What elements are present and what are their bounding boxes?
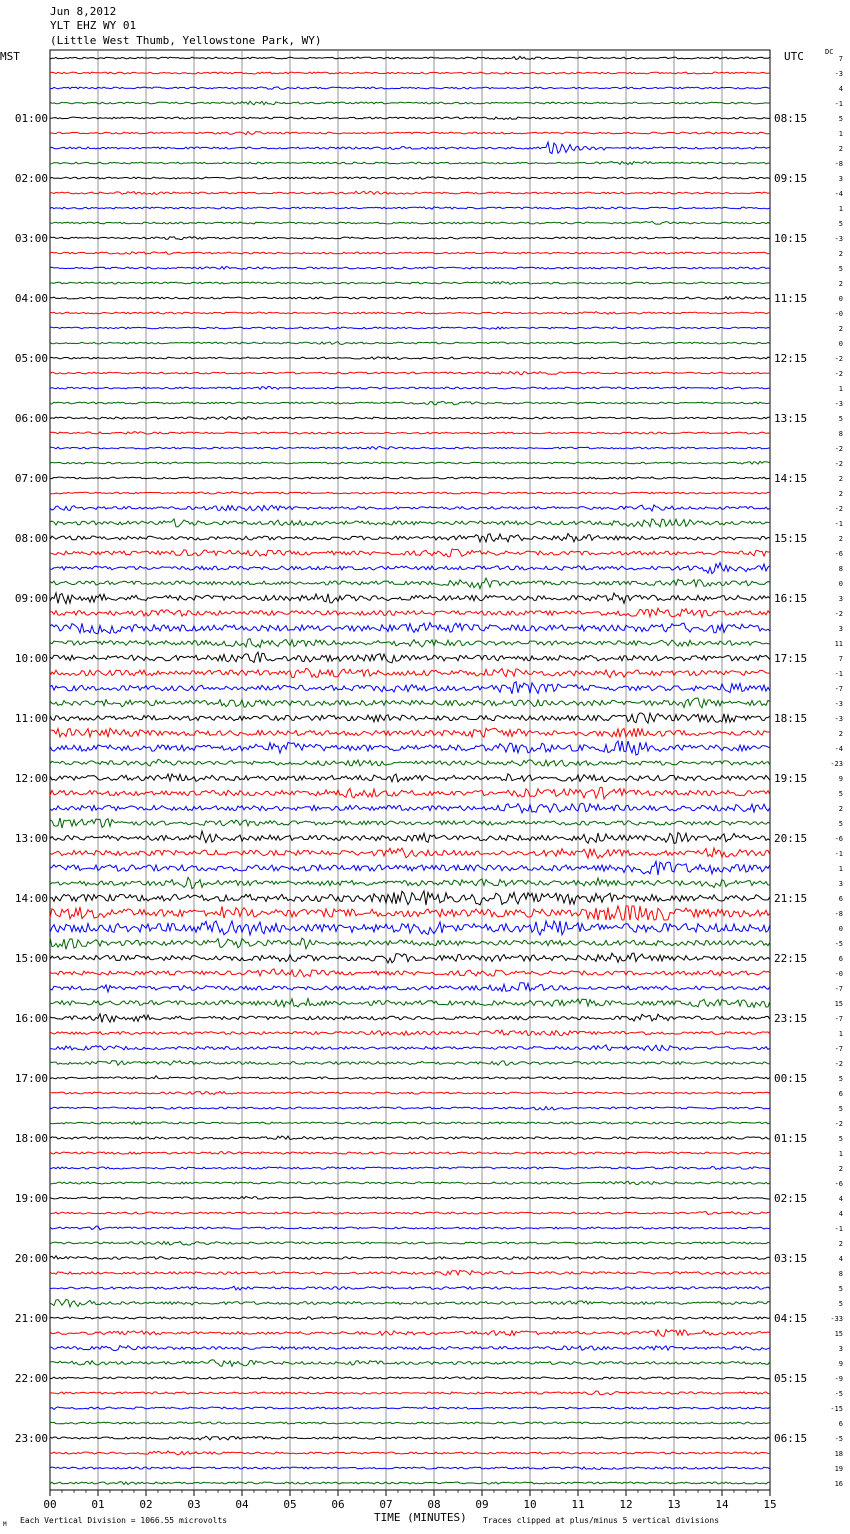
left-timezone-label: MST: [0, 50, 20, 63]
trace-row: [50, 983, 770, 992]
trace-row: [50, 1136, 770, 1140]
dc-offset-value: 11: [834, 640, 843, 648]
dc-offset-value: 2: [838, 250, 843, 258]
trace-row: [50, 1014, 770, 1023]
x-tick-label: 05: [283, 1498, 297, 1511]
trace-row: [50, 728, 770, 737]
trace-row: [50, 282, 770, 285]
dc-offset-value: -8: [834, 160, 843, 168]
mst-hour-label: 22:00: [14, 1372, 48, 1385]
mst-hour-label: 15:00: [14, 952, 48, 965]
dc-offset-value: -0: [834, 970, 843, 978]
trace-row: [50, 312, 770, 315]
dc-offset-value: -7: [834, 685, 843, 693]
trace-row: [50, 101, 770, 105]
trace-row: [50, 191, 770, 194]
trace-row: [50, 787, 770, 799]
mst-hour-label: 05:00: [14, 352, 48, 365]
trace-row: [50, 774, 770, 782]
dc-offset-value: 5: [838, 415, 843, 423]
trace-row: [50, 831, 770, 843]
dc-offset-value: 6: [838, 1420, 843, 1428]
trace-row: [50, 1076, 770, 1079]
trace-row: [50, 1360, 770, 1367]
trace-row: [50, 1436, 770, 1440]
trace-row: [50, 252, 770, 255]
dc-offset-value: -5: [834, 1390, 843, 1398]
mst-hour-label: 01:00: [14, 112, 48, 125]
dc-offset-value: 1: [838, 1030, 843, 1038]
trace-row: [50, 563, 770, 574]
trace-row: [50, 1152, 770, 1155]
dc-offset-value: 3: [838, 1345, 843, 1353]
trace-row: [50, 401, 770, 404]
dc-offset-value: -5: [834, 940, 843, 948]
dc-offset-value: 2: [838, 490, 843, 498]
utc-hour-label: 21:15: [774, 892, 808, 905]
mst-hour-label: 08:00: [14, 532, 48, 545]
dc-offset-value: 3: [838, 595, 843, 603]
trace-row: [50, 1181, 770, 1184]
scale-note: Each Vertical Division = 1066.55 microvolts: [20, 1516, 228, 1525]
trace-row: [50, 461, 770, 464]
mst-hour-label: 02:00: [14, 172, 48, 185]
trace-row: [50, 1286, 770, 1290]
dc-offset-value: -3: [834, 715, 843, 723]
dc-offset-value: 6: [838, 1090, 843, 1098]
dc-offset-value: 1: [838, 205, 843, 213]
mst-hour-label: 21:00: [14, 1312, 48, 1325]
mst-hour-label: 09:00: [14, 592, 48, 605]
trace-row: [50, 1407, 770, 1410]
trace-row: [50, 623, 770, 634]
trace-row: [50, 237, 770, 240]
dc-offset-value: 18: [834, 1450, 843, 1458]
dc-offset-value: 2: [838, 805, 843, 813]
trace-row: [50, 342, 770, 345]
dc-offset-value: 5: [838, 1105, 843, 1113]
trace-row: [50, 578, 770, 589]
dc-offset-value: 3: [838, 175, 843, 183]
trace-row: [50, 1212, 770, 1215]
trace-row: [50, 387, 770, 390]
dc-offset-value: -15: [830, 1405, 843, 1413]
x-tick-label: 11: [571, 1498, 585, 1511]
utc-hour-label: 04:15: [774, 1312, 808, 1325]
dc-offset-value: -9: [834, 1375, 843, 1383]
trace-row: [50, 1346, 770, 1351]
trace-row: [50, 1226, 770, 1230]
dc-offset-value: 9: [838, 1360, 843, 1368]
dc-offset-value: -3: [834, 400, 843, 408]
dc-offset-value: 2: [838, 145, 843, 153]
trace-row: [50, 1241, 770, 1245]
trace-row: [50, 519, 770, 527]
utc-hour-label: 09:15: [774, 172, 808, 185]
utc-hour-label: 08:15: [774, 112, 808, 125]
dc-offset-value: -4: [834, 190, 843, 198]
dc-offset-value: 4: [838, 1210, 843, 1218]
trace-row: [50, 713, 770, 723]
trace-row: [50, 803, 770, 813]
trace-row: [50, 297, 770, 300]
dc-offset-value: 5: [838, 115, 843, 123]
dc-offset-value: 5: [838, 265, 843, 273]
trace-row: [50, 1330, 770, 1337]
dc-offset-value: -7: [834, 985, 843, 993]
trace-row: [50, 1377, 770, 1380]
mst-hour-label: 19:00: [14, 1192, 48, 1205]
mst-hour-label: 23:00: [14, 1432, 48, 1445]
x-tick-label: 03: [187, 1498, 201, 1511]
utc-hour-label: 16:15: [774, 592, 808, 605]
trace-row: [50, 1167, 770, 1170]
trace-row: [50, 56, 770, 59]
dc-offset-value: -2: [834, 445, 843, 453]
dc-offset-value: 0: [838, 580, 843, 588]
dc-offset-value: -4: [834, 745, 843, 753]
utc-hour-label: 15:15: [774, 532, 808, 545]
mst-hour-label: 16:00: [14, 1012, 48, 1025]
trace-row: [50, 372, 770, 375]
dc-offset-value: -8: [834, 910, 843, 918]
dc-offset-value: -23: [830, 760, 843, 768]
utc-hour-label: 10:15: [774, 232, 808, 245]
plot-frame: [50, 50, 770, 1490]
dc-offset-value: 2: [838, 475, 843, 483]
dc-offset-value: 0: [838, 925, 843, 933]
trace-row: [50, 891, 770, 905]
trace-row: [50, 848, 770, 858]
trace-row: [50, 969, 770, 977]
utc-hour-label: 22:15: [774, 952, 808, 965]
trace-row: [50, 921, 770, 935]
trace-row: [50, 1482, 770, 1485]
dc-offset-value: 2: [838, 325, 843, 333]
utc-hour-label: 05:15: [774, 1372, 808, 1385]
trace-row: [50, 327, 770, 329]
dc-offset-value: -1: [834, 100, 843, 108]
dc-offset-value: -3: [834, 700, 843, 708]
dc-offset-value: 8: [838, 565, 843, 573]
dc-offset-value: 5: [838, 1300, 843, 1308]
utc-hour-label: 01:15: [774, 1132, 808, 1145]
x-tick-label: 14: [715, 1498, 729, 1511]
trace-row: [50, 477, 770, 479]
utc-hour-label: 14:15: [774, 472, 808, 485]
dc-offset-value: 5: [838, 1135, 843, 1143]
dc-offset-value: 7: [838, 55, 843, 63]
dc-offset-value: -3: [834, 235, 843, 243]
dc-offset-value: 5: [838, 1075, 843, 1083]
mst-hour-label: 13:00: [14, 832, 48, 845]
dc-offset-value: -1: [834, 850, 843, 858]
dc-offset-value: 2: [838, 1240, 843, 1248]
trace-row: [50, 1045, 770, 1051]
dc-offset-value: 5: [838, 220, 843, 228]
utc-hour-label: 18:15: [774, 712, 808, 725]
utc-hour-label: 13:15: [774, 412, 808, 425]
dc-offset-value: 3: [838, 880, 843, 888]
x-tick-label: 06: [331, 1498, 345, 1511]
dc-offset-value: -1: [834, 1225, 843, 1233]
trace-row: [50, 818, 770, 828]
station-code: YLT EHZ WY 01: [50, 19, 137, 32]
trace-row: [50, 999, 770, 1008]
dc-offset-value: 9: [838, 775, 843, 783]
trace-row: [50, 668, 770, 677]
trace-row: [50, 1256, 770, 1260]
dc-offset-value: -5: [834, 1435, 843, 1443]
dc-offset-value: -6: [834, 835, 843, 843]
dc-offset-value: -2: [834, 460, 843, 468]
dc-offset-value: -1: [834, 520, 843, 528]
mst-hour-label: 10:00: [14, 652, 48, 665]
right-timezone-label: UTC: [784, 50, 804, 63]
dc-offset-value: -2: [834, 610, 843, 618]
station-location: (Little West Thumb, Yellowstone Park, WY): [50, 34, 322, 47]
trace-row: [50, 207, 770, 209]
trace-row: [50, 741, 770, 755]
trace-row: [50, 1196, 770, 1199]
x-tick-label: 04: [235, 1498, 249, 1511]
trace-row: [50, 1092, 770, 1095]
trace-row: [50, 608, 770, 617]
dc-offset-value: 2: [838, 1165, 843, 1173]
trace-row: [50, 1467, 770, 1470]
dc-offset-value: -33: [830, 1315, 843, 1323]
dc-offset-value: 2: [838, 730, 843, 738]
dc-offset-value: 8: [838, 1270, 843, 1278]
trace-row: [50, 549, 770, 557]
dc-offset-value: -2: [834, 1060, 843, 1068]
utc-hour-label: 00:15: [774, 1072, 808, 1085]
mst-hour-label: 04:00: [14, 292, 48, 305]
dc-offset-value: 4: [838, 85, 843, 93]
dc-offset-value: 16: [834, 1480, 843, 1488]
mst-hour-label: 11:00: [14, 712, 48, 725]
trace-row: [50, 698, 770, 708]
x-tick-label: 00: [43, 1498, 57, 1511]
logo-mark: M: [3, 1521, 7, 1528]
trace-row: [50, 432, 770, 434]
trace-row: [50, 877, 770, 888]
trace-row: [50, 1391, 770, 1395]
dc-offset-value: 15: [834, 1000, 843, 1008]
trace-row: [50, 593, 770, 604]
dc-offset-value: 1: [838, 865, 843, 873]
dc-offset-value: -6: [834, 550, 843, 558]
mst-hour-label: 07:00: [14, 472, 48, 485]
dc-offset-value: -3: [834, 70, 843, 78]
dc-offset-value: -2: [834, 1120, 843, 1128]
x-tick-label: 10: [523, 1498, 537, 1511]
dc-offset-value: 19: [834, 1465, 843, 1473]
dc-offset-value: -7: [834, 1045, 843, 1053]
dc-offset-value: 6: [838, 955, 843, 963]
dc-offset-value: 0: [838, 295, 843, 303]
trace-row: [50, 1030, 770, 1036]
mst-hour-label: 20:00: [14, 1252, 48, 1265]
trace-row: [50, 417, 770, 420]
trace-row: [50, 1106, 770, 1110]
x-tick-label: 02: [139, 1498, 153, 1511]
dc-offset-value: 1: [838, 130, 843, 138]
trace-row: [50, 1422, 770, 1424]
mst-hour-label: 14:00: [14, 892, 48, 905]
trace-row: [50, 221, 770, 224]
dc-offset-value: 15: [834, 1330, 843, 1338]
utc-hour-label: 12:15: [774, 352, 808, 365]
dc-offset-value: -2: [834, 355, 843, 363]
trace-row: [50, 142, 770, 154]
dc-offset-value: -0: [834, 310, 843, 318]
dc-offset-value: 4: [838, 1255, 843, 1263]
dc-offset-header: DC: [825, 48, 834, 56]
dc-offset-value: 5: [838, 820, 843, 828]
utc-hour-label: 23:15: [774, 1012, 808, 1025]
dc-offset-value: 7: [838, 655, 843, 663]
trace-row: [50, 906, 770, 920]
trace-row: [50, 861, 770, 875]
trace-row: [50, 161, 770, 164]
dc-offset-value: 2: [838, 535, 843, 543]
dc-offset-value: -2: [834, 505, 843, 513]
trace-row: [50, 937, 770, 949]
dc-offset-value: 0: [838, 340, 843, 348]
trace-row: [50, 953, 770, 963]
utc-hour-label: 17:15: [774, 652, 808, 665]
trace-row: [50, 131, 770, 134]
x-tick-label: 07: [379, 1498, 393, 1511]
dc-offset-value: 6: [838, 895, 843, 903]
trace-row: [50, 760, 770, 767]
dc-offset-value: 1: [838, 1150, 843, 1158]
trace-row: [50, 1300, 770, 1307]
dc-offset-value: -1: [834, 670, 843, 678]
utc-hour-label: 11:15: [774, 292, 808, 305]
dc-offset-value: 3: [838, 625, 843, 633]
dc-offset-value: 8: [838, 430, 843, 438]
utc-hour-label: 06:15: [774, 1432, 808, 1445]
trace-row: [50, 534, 770, 542]
trace-row: [50, 1122, 770, 1125]
x-tick-label: 12: [619, 1498, 633, 1511]
x-tick-label: 15: [763, 1498, 777, 1511]
x-axis-label: TIME (MINUTES): [374, 1511, 467, 1524]
trace-row: [50, 177, 770, 179]
trace-row: [50, 87, 770, 90]
plot-date: Jun 8,2012: [50, 5, 117, 18]
trace-row: [50, 505, 770, 511]
trace-row: [50, 72, 770, 74]
dc-offset-value: -6: [834, 1180, 843, 1188]
utc-hour-label: 20:15: [774, 832, 808, 845]
trace-row: [50, 682, 770, 694]
clip-note: Traces clipped at plus/minus 5 vertical divisions: [483, 1516, 720, 1525]
trace-row: [50, 1451, 770, 1455]
dc-offset-value: 4: [838, 1195, 843, 1203]
mst-hour-label: 06:00: [14, 412, 48, 425]
trace-row: [50, 446, 770, 449]
trace-row: [50, 117, 770, 120]
trace-row: [50, 267, 770, 270]
x-tick-label: 01: [91, 1498, 105, 1511]
dc-offset-value: 2: [838, 280, 843, 288]
mst-hour-label: 17:00: [14, 1072, 48, 1085]
utc-hour-label: 02:15: [774, 1192, 808, 1205]
dc-offset-value: -2: [834, 370, 843, 378]
trace-row: [50, 357, 770, 360]
mst-hour-label: 03:00: [14, 232, 48, 245]
x-tick-label: 13: [667, 1498, 681, 1511]
mst-hour-label: 18:00: [14, 1132, 48, 1145]
x-tick-label: 09: [475, 1498, 489, 1511]
trace-row: [50, 652, 770, 663]
dc-offset-value: 5: [838, 790, 843, 798]
trace-row: [50, 1061, 770, 1066]
utc-hour-label: 19:15: [774, 772, 808, 785]
trace-row: [50, 492, 770, 494]
dc-offset-value: 1: [838, 385, 843, 393]
trace-row: [50, 639, 770, 648]
utc-hour-label: 03:15: [774, 1252, 808, 1265]
dc-offset-value: -7: [834, 1015, 843, 1023]
trace-row: [50, 1317, 770, 1320]
mst-hour-label: 12:00: [14, 772, 48, 785]
x-tick-label: 08: [427, 1498, 441, 1511]
dc-offset-value: 5: [838, 1285, 843, 1293]
trace-row: [50, 1270, 770, 1275]
